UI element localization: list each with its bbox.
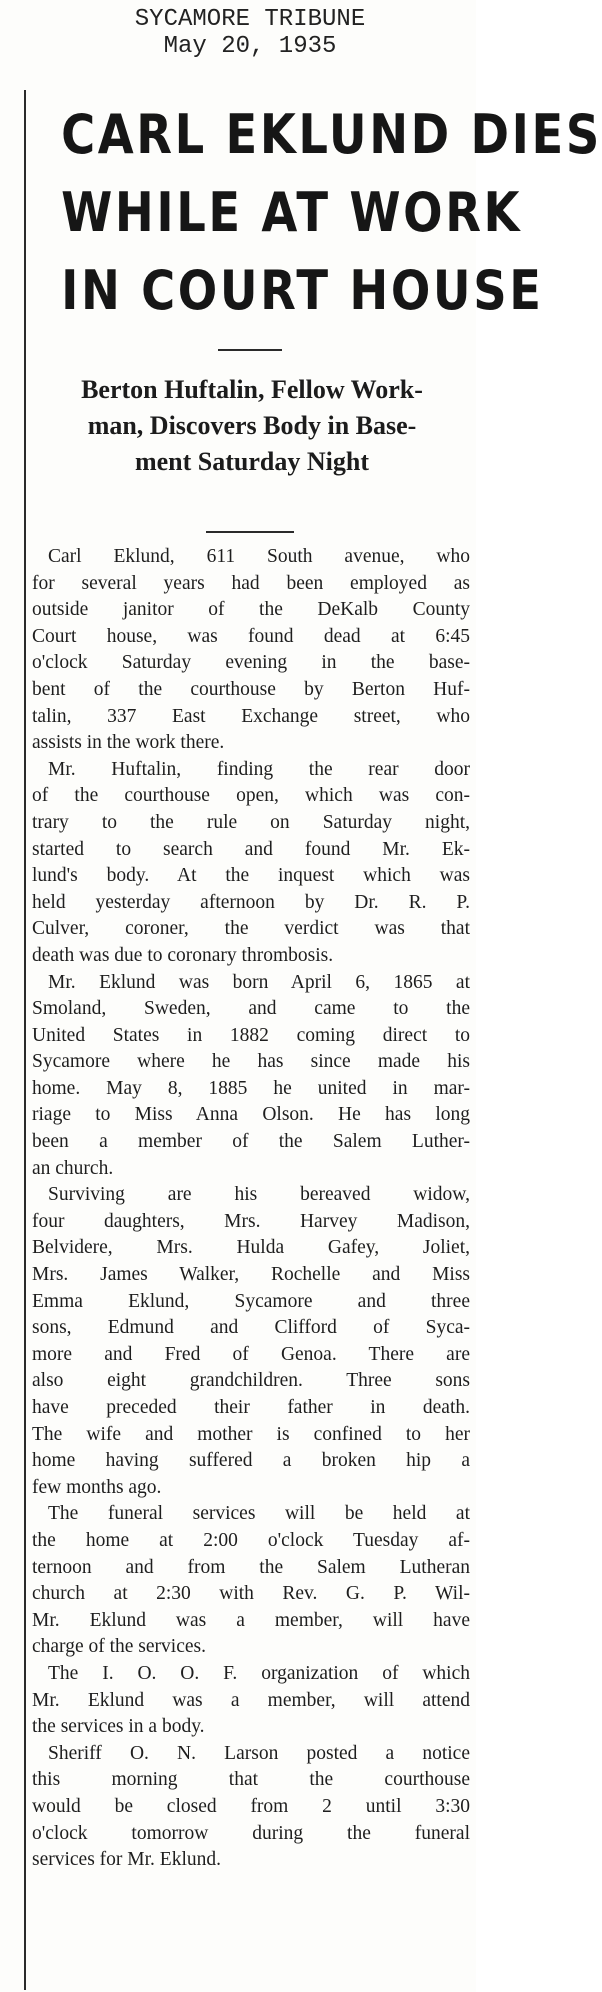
article-body [32, 544, 470, 1874]
article-paragraph [32, 544, 470, 757]
article-line: The funeral services will be held at [48, 1503, 470, 1525]
article-line: ternoon and from the Salem Lutheran [32, 1556, 470, 1578]
article-line: been a member of the Salem Luther- [32, 1131, 470, 1153]
article-line: Sheriff O. N. Larson posted a notice [48, 1742, 470, 1764]
subheadline-line: ment Saturday Night [134, 447, 369, 476]
article-paragraph [32, 1741, 470, 1874]
article-line: o'clock tomorrow during the funeral [32, 1822, 470, 1844]
masthead [30, 6, 470, 60]
article-line: Court house, was found dead at 6:45 [32, 625, 470, 647]
article-paragraph [32, 1661, 470, 1741]
article-line: riage to Miss Anna Olson. He has long [32, 1104, 470, 1126]
article-line: the services in a body. [32, 1716, 205, 1738]
article-line: United States in 1882 coming direct to [32, 1024, 470, 1046]
article-paragraph [32, 1182, 470, 1501]
article-line: Belvidere, Mrs. Hulda Gafey, Joliet, [32, 1237, 470, 1259]
article-line: Mr. Huftalin, finding the rear door [48, 758, 470, 780]
subheadline-divider [206, 531, 294, 533]
article-line: church at 2:30 with Rev. G. P. Wil- [32, 1583, 470, 1605]
article-line: Mr. Eklund was a member, will have [32, 1609, 470, 1631]
article-line: The I. O. O. F. organization of which [48, 1662, 470, 1684]
article-line: outside janitor of the DeKalb County [32, 599, 470, 621]
article-line: lund's body. At the inquest which was [32, 865, 470, 887]
headline [61, 96, 602, 330]
article-line: the home at 2:00 o'clock Tuesday af- [32, 1529, 470, 1551]
article-line: talin, 337 East Exchange street, who [32, 705, 470, 727]
article-line: services for Mr. Eklund. [32, 1849, 222, 1871]
article-line: few months ago. [32, 1476, 162, 1498]
article-line: bent of the courthouse by Berton Huf- [32, 678, 470, 700]
article-line: four daughters, Mrs. Harvey Madison, [32, 1210, 470, 1232]
paper-name: SYCAMORE TRIBUNE [134, 6, 366, 33]
subheadline-line: Berton Huftalin, Fellow Work- [81, 375, 423, 404]
article-line: home having suffered a broken hip a [32, 1450, 470, 1472]
article-line: The wife and mother is confined to her [32, 1423, 470, 1445]
article-line: assists in the work there. [32, 732, 225, 754]
headline-line: WHILE AT WORK [61, 181, 523, 244]
publication-date: May 20, 1935 [163, 33, 337, 60]
article-line: Sycamore where he has since made his [32, 1051, 470, 1073]
article-paragraph [32, 1501, 470, 1661]
subheadline-line: man, Discovers Body in Base- [87, 411, 417, 440]
article-line: of the courthouse open, which was con- [32, 785, 470, 807]
article-line: trary to the rule on Saturday night, [32, 811, 470, 833]
article-line: also eight grandchildren. Three sons [32, 1370, 470, 1392]
article-line: have preceded their father in death. [32, 1397, 470, 1418]
article-line: an church. [32, 1157, 114, 1179]
article-line: Culver, coroner, the verdict was that [32, 918, 470, 940]
article-line: death was due to coronary thrombosis. [32, 944, 334, 966]
article-line: Mr. Eklund was born April 6, 1865 at [48, 971, 470, 993]
article-line: would be closed from 2 until 3:30 [32, 1795, 470, 1817]
article-line: Mr. Eklund was a member, will attend [32, 1689, 470, 1711]
column-rule [24, 90, 26, 1990]
subheadline [32, 372, 472, 480]
headline-divider [218, 349, 282, 351]
article-line: started to search and found Mr. Ek- [32, 838, 470, 860]
article-line: o'clock Saturday evening in the base- [32, 652, 470, 674]
article-line: Smoland, Sweden, and came to the [32, 998, 470, 1020]
article-paragraph [32, 757, 470, 970]
article-line: held yesterday afternoon by Dr. R. P. [32, 891, 470, 913]
article-line: more and Fred of Genoa. There are [32, 1343, 470, 1365]
article-line: home. May 8, 1885 he united in mar- [32, 1077, 470, 1099]
article-line: Emma Eklund, Sycamore and three [32, 1290, 470, 1312]
article-line: this morning that the courthouse [32, 1769, 470, 1791]
article-line: sons, Edmund and Clifford of Syca- [32, 1317, 470, 1339]
headline-line: CARL EKLUND DIES [61, 103, 602, 166]
article-line: Mrs. James Walker, Rochelle and Miss [32, 1264, 470, 1286]
article-line: Surviving are his bereaved widow, [48, 1184, 470, 1206]
article-paragraph [32, 970, 470, 1183]
article-line: Carl Eklund, 611 South avenue, who [48, 546, 470, 567]
headline-line: IN COURT HOUSE [61, 259, 544, 322]
article-line: charge of the services. [32, 1636, 206, 1658]
article-line: for several years had been employed as [32, 572, 470, 594]
